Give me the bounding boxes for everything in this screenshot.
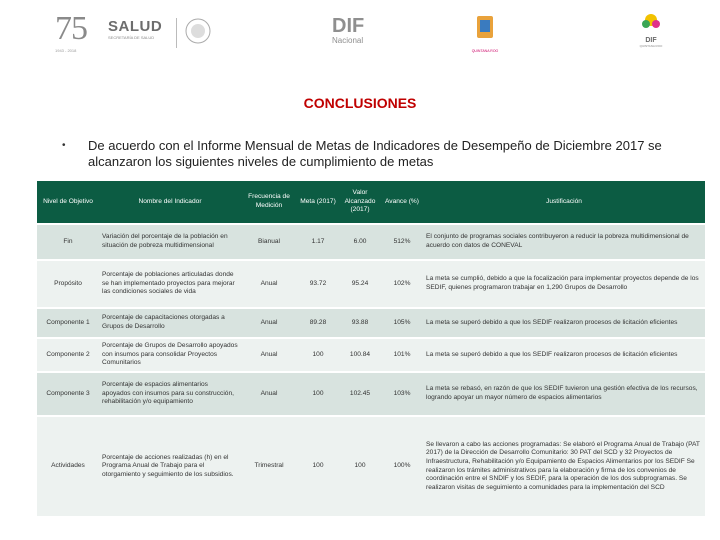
qroo-label: QUINTANA ROO [471,49,499,53]
qroo-emblem-icon [475,14,495,44]
cell-avance: 105% [381,308,423,338]
cell-nivel: Propósito [37,260,99,308]
cell-valor: 100 [339,416,381,516]
cell-nombre: Porcentaje de acciones realizadas (h) en el Programa Anual de Trabajo para el otorgamiento y seguimiento de los subsidios. [99,416,241,516]
anniversary-75-logo [55,12,103,52]
dif-state-emblem-icon [640,12,662,32]
cell-nombre: Variación del porcentaje de la población en situación de pobreza multidimensional [99,224,241,260]
logo75-years: 1943 - 2018 [55,48,77,53]
cell-frecuencia: Anual [241,372,297,416]
table-row [37,372,705,416]
cell-valor: 100.84 [339,338,381,372]
cell-justificacion: La meta se superó debido a que los SEDIF realizaron procesos de licitación eficientes [423,308,705,338]
salud-logo [108,18,178,40]
cell-nivel: Componente 3 [37,372,99,416]
table-row [37,416,705,516]
cell-nivel: Componente 1 [37,308,99,338]
cell-justificacion: Se llevaron a cabo las acciones programadas: Se elaboró el Programa Anual de Trabajo (PAT 2017) de la Dirección de Desarrollo Comunitario: 30 PAT del SCD y 32 Proyectos de Infraestructura, Rehabilitación y/o Equipamiento de Espacios Alimentarios por los SEDIF Se realizaron los trámites administrativos para la elaboración y firma de los convenios de coordinación entre el SNDIF y los SEDIF, para la operación de los dos subprogramas. Se realizaron visitas de seguimiento a comunidades para la implementación del SCD [423,416,705,516]
header-valor: Valor Alcanzado (2017) [339,181,381,224]
dif-nacional-logo [332,16,372,52]
table-header-row [37,181,705,224]
dif-nacional-title: DIF [332,15,365,37]
cell-meta: 100 [297,372,339,416]
cell-valor: 93.88 [339,308,381,338]
logo75-number: 75 [55,10,87,47]
logo-divider [176,18,177,48]
cell-frecuencia: Anual [241,338,297,372]
salud-title: SALUD [108,18,163,35]
page-title: CONCLUSIONES [303,95,417,111]
cell-justificacion: La meta se cumplió, debido a que la focalización para implementar proyectos depende de los SEDIF, quienes programaron trabajar en 1,290 Grupos de Desarrollo [423,260,705,308]
cell-nivel: Fin [37,224,99,260]
cell-justificacion: La meta se rebasó, en razón de que los SEDIF tuvieron una gestión efectiva de los recursos, logrando apoyar un mayor número de espacios alimentarios [423,372,705,416]
header-justificacion: Justificación [423,181,705,224]
cell-nivel: Componente 2 [37,338,99,372]
cell-avance: 512% [381,224,423,260]
cell-avance: 100% [381,416,423,516]
cell-valor: 102.45 [339,372,381,416]
cell-nombre: Porcentaje de Grupos de Desarrollo apoyados con insumos para consolidar Proyectos Comunitarios [99,338,241,372]
quintana-roo-logo [470,14,500,54]
cell-meta: 100 [297,338,339,372]
cell-frecuencia: Bianual [241,224,297,260]
cell-justificacion: La meta se superó debido a que los SEDIF realizaron procesos de licitación eficientes [423,338,705,372]
header-meta: Meta (2017) [297,181,339,224]
salud-subtitle: SECRETARÍA DE SALUD [108,35,155,40]
table-row [37,224,705,260]
dif-state-title: DIF [645,37,657,44]
dif-nacional-subtitle: Nacional [332,36,364,45]
table-row [37,260,705,308]
cell-nombre: Porcentaje de capacitaciones otorgadas a Grupos de Desarrollo [99,308,241,338]
logo-header [0,0,720,62]
cell-meta: 1.17 [297,224,339,260]
cell-nombre: Porcentaje de poblaciones articuladas donde se han implementado proyectos para mejorar las condiciones sociales de vida [99,260,241,308]
cell-meta: 100 [297,416,339,516]
cell-valor: 6.00 [339,224,381,260]
bullet-icon: • [62,140,66,151]
cell-justificacion: El conjunto de programas sociales contribuyeron a reducir la pobreza multidimensional de acuerdo con datos de CONEVAL [423,224,705,260]
dif-state-logo [635,12,667,52]
cell-nombre: Porcentaje de espacios alimentarios apoyados con insumos para su construcción, rehabilitación y/o equipamiento [99,372,241,416]
table-row [37,338,705,372]
cell-nivel: Actividades [37,416,99,516]
indicators-table [37,181,705,516]
header-frecuencia: Frecuencia de Medición [241,181,297,224]
cell-valor: 95.24 [339,260,381,308]
header-nivel: Nivel de Objetivo [37,181,99,224]
cell-avance: 102% [381,260,423,308]
bullet-text: De acuerdo con el Informe Mensual de Metas de Indicadores de Desempeño de Diciembre 2017 se alcanzaron los siguientes niveles de cumplimiento de metas [88,138,662,169]
cell-avance: 101% [381,338,423,372]
header-avance: Avance (%) [381,181,423,224]
cell-frecuencia: Anual [241,260,297,308]
cell-meta: 93.72 [297,260,339,308]
cell-meta: 89.28 [297,308,339,338]
table-row [37,308,705,338]
cell-avance: 103% [381,372,423,416]
header-nombre: Nombre del Indicador [99,181,241,224]
cell-frecuencia: Trimestral [241,416,297,516]
dif-state-subtitle: QUINTANA ROO [639,44,663,48]
cell-frecuencia: Anual [241,308,297,338]
national-seal-icon [183,16,213,46]
